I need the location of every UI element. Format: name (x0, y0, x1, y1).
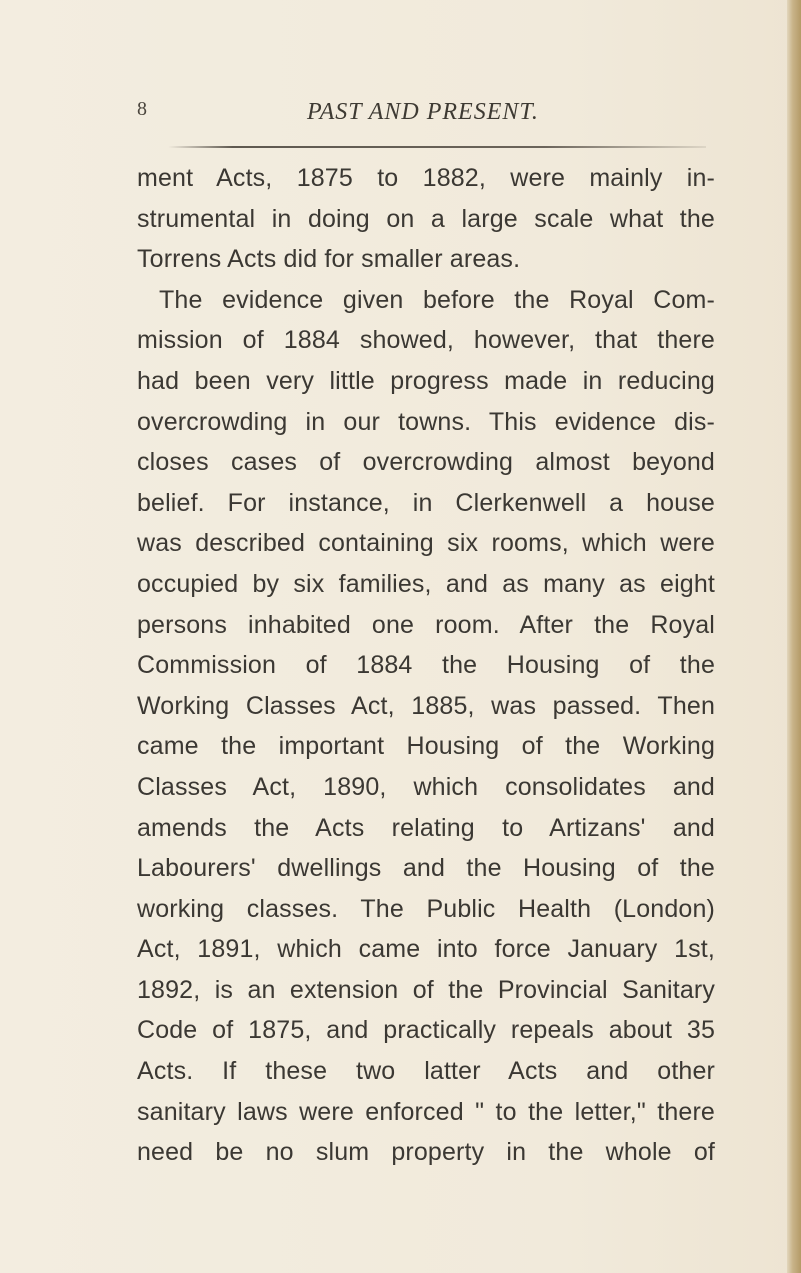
text-line: closes cases of overcrowding almost beyond (137, 448, 715, 477)
text-line: working classes. The Public Health (London) (137, 894, 715, 923)
header-rule (168, 146, 706, 148)
text-line: came the important Housing of the Working (137, 732, 715, 761)
text-line: ment Acts, 1875 to 1882, were mainly in- (137, 164, 715, 192)
body-text (137, 158, 715, 1173)
text-line: was described containing six rooms, which were (137, 529, 715, 558)
text-line: The evidence given before the Royal Com- (159, 285, 715, 314)
running-head: PAST AND PRESENT. (307, 99, 539, 125)
text-line: had been very little progress made in reducing (137, 366, 715, 395)
text-line: Code of 1875, and practically repeals about 35 (137, 1016, 715, 1045)
text-line: Act, 1891, which came into force January 1st, (137, 935, 715, 964)
text-line: Commission of 1884 the Housing of the (137, 651, 715, 680)
text-line: Torrens Acts did for smaller areas. (137, 245, 521, 274)
text-line: Labourers' dwellings and the Housing of the (137, 854, 715, 883)
text-line: need be no slum property in the whole of (137, 1138, 715, 1167)
text-line: amends the Acts relating to Artizans' and (137, 813, 715, 842)
text-line: strumental in doing on a large scale what the (137, 204, 715, 233)
text-line: belief. For instance, in Clerkenwell a house (137, 488, 715, 517)
text-line: overcrowding in our towns. This evidence dis- (137, 407, 715, 436)
text-line: persons inhabited one room. After the Royal (137, 610, 715, 639)
text-line: 1892, is an extension of the Provincial Sanitary (137, 975, 715, 1004)
text-line: occupied by six families, and as many as eight (137, 569, 715, 598)
text-line: Acts. If these two latter Acts and other (137, 1057, 715, 1086)
text-line: sanitary laws were enforced " to the letter," there (137, 1097, 715, 1126)
page-number: 8 (137, 98, 147, 120)
page-edge (787, 0, 801, 1273)
text-line: mission of 1884 showed, however, that there (137, 326, 715, 355)
text-line: Classes Act, 1890, which consolidates and (137, 772, 715, 801)
text-line: Working Classes Act, 1885, was passed. Then (137, 691, 715, 720)
